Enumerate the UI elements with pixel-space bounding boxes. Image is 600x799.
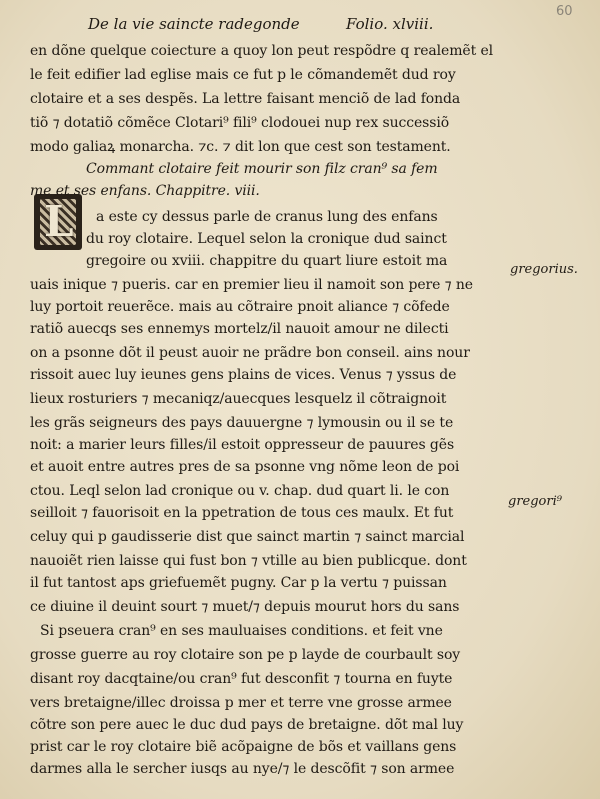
- text-line: cõtre son pere auec le duc dud pays de bretaigne. dõt mal luy: [30, 717, 464, 733]
- text-line: il fut tantost aps griefuemẽt pugny. Car p la vertu ⁊ puissan: [30, 575, 447, 591]
- text-line: grosse guerre au roy clotaire son pe p layde de courbault soy: [30, 647, 461, 663]
- margin-note: gregorius.: [510, 262, 578, 277]
- text-line: seilloit ⁊ fauorisoit en la ppetration de tous ces maulx. Et fut: [30, 505, 454, 521]
- text-line: luy portoit reuerẽce. mais au cõtraire pnoit aliance ⁊ cõfede: [30, 299, 450, 315]
- text-line: modo galiaꝝ monarcha. ⁊c. ⁊ dit lon que cest son testament.: [30, 139, 451, 155]
- text-line: nauoiẽt rien laisse qui fust bon ⁊ vtille au bien publicque. dont: [30, 553, 467, 569]
- text-line: tiõ ⁊ dotatiõ cõmẽce Clotari⁹ fili⁹ clodouei nup rex successiõ: [30, 115, 450, 131]
- text-line: ratiõ auecqs ses ennemys mortelz/il nauoit amour ne dilecti: [30, 321, 449, 337]
- text-line: on a psonne dõt il peust auoir ne prãdre bon conseil. ains nour: [30, 345, 470, 361]
- margin-note: gregori⁹: [508, 494, 562, 509]
- text-line: lieux rosturiers ⁊ mecaniqz/auecques lesquelz il cõtraignoit: [30, 391, 447, 407]
- chapter-heading: me et ses enfans. Chappitre. viii.: [30, 183, 260, 199]
- text-line: darmes alla le sercher iusqs au nye/⁊ le descõfit ⁊ son armee: [30, 761, 455, 777]
- text-line: gregoire ou xviii. chappitre du quart liure estoit ma: [86, 253, 448, 269]
- text-line: ce diuine il deuint sourt ⁊ muet/⁊ depuis mourut hors du sans: [30, 599, 460, 615]
- text-line: a este cy dessus parle de cranus lung des enfans: [96, 209, 438, 225]
- text-line: vers bretaigne/illec droissa p mer et terre vne grosse armee: [30, 695, 452, 711]
- text-line: uais inique ⁊ pueris. car en premier lieu il namoit son pere ⁊ ne: [30, 277, 473, 293]
- running-head-title: De la vie saincte radegonde: [88, 15, 300, 33]
- text-line: en dõne quelque coiecture a quoy lon peut respõdre q realemẽt el: [30, 43, 494, 59]
- text-line: les grãs seigneurs des pays dauuergne ⁊ lymousin ou il se te: [30, 415, 454, 431]
- initial-letter: L: [44, 197, 74, 246]
- text-line: clotaire et a ses despẽs. La lettre faisant menciõ de lad fonda: [30, 91, 461, 107]
- running-head-folio: Folio. xlviii.: [346, 15, 434, 33]
- chapter-heading: Commant clotaire feit mourir son filz cran⁹ sa fem: [86, 161, 438, 177]
- text-line: celuy qui p gaudisserie dist que sainct martin ⁊ sainct marcial: [30, 529, 465, 545]
- pencil-folio-number: 60: [556, 4, 573, 19]
- text-line: ctou. Leql selon lad cronique ou v. chap. dud quart li. le con: [30, 483, 450, 499]
- text-line: et auoit entre autres pres de sa psonne vng nõme leon de poi: [30, 459, 460, 475]
- text-line: noit: a marier leurs filles/il estoit oppresseur de pauures gẽs: [30, 437, 455, 453]
- text-line: Si pseuera cran⁹ en ses mauluaises conditions. et feit vne: [40, 623, 443, 639]
- text-line: disant roy dacqtaine/ou cran⁹ fut desconfit ⁊ tourna en fuyte: [30, 671, 453, 687]
- running-head: [88, 15, 508, 37]
- text-line: rissoit auec luy ieunes gens plains de vices. Venus ⁊ yssus de: [30, 367, 457, 383]
- text-line: du roy clotaire. Lequel selon la cronique dud sainct: [86, 231, 447, 247]
- text-line: le feit edifier lad eglise mais ce fut p le cõmandemẽt dud roy: [30, 67, 456, 83]
- text-line: prist car le roy clotaire biẽ acõpaigne de bõs et vaillans gens: [30, 739, 457, 755]
- decorated-initial: [34, 194, 82, 250]
